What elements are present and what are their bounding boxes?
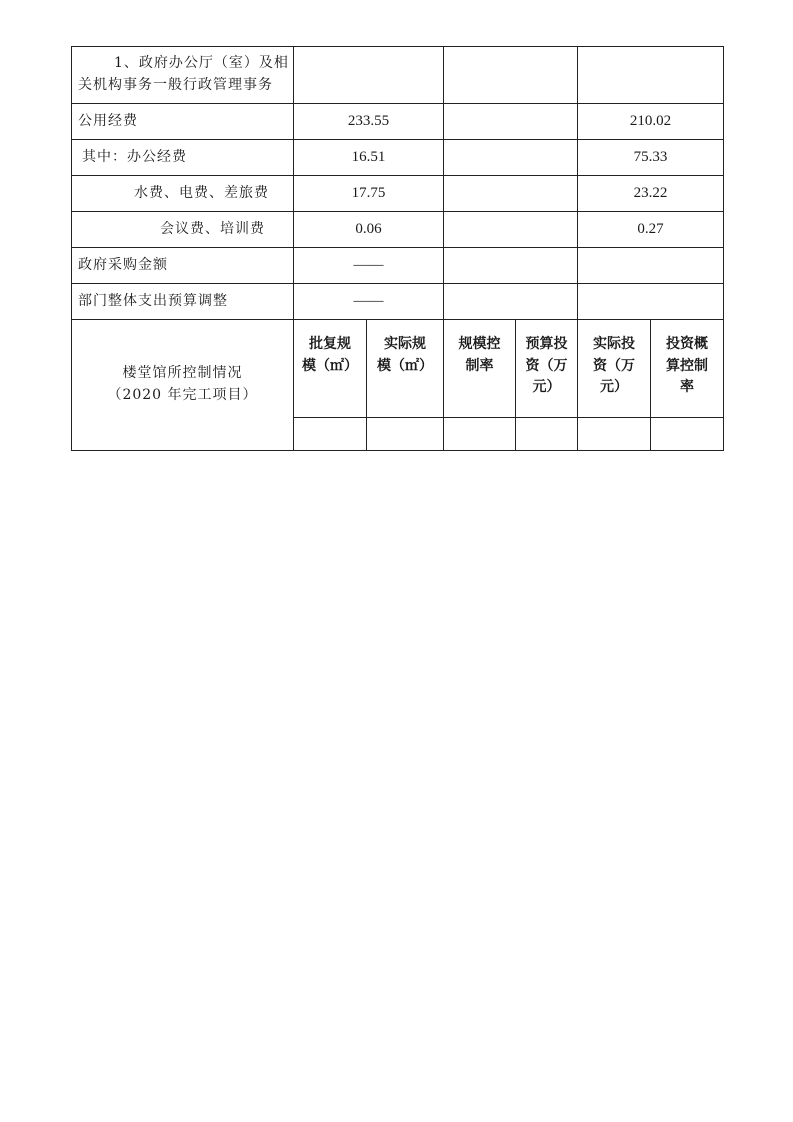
cell-value: 0.06: [294, 212, 444, 248]
cell-value: 210.02: [578, 104, 724, 140]
header-line: 实际规: [384, 336, 426, 352]
header-line: 制率: [465, 357, 494, 374]
header-line: 模（㎡）: [377, 357, 433, 374]
cell-value: [578, 47, 724, 104]
cell-value: [444, 140, 578, 176]
header-line: 率: [680, 379, 694, 396]
cell-value: [651, 418, 724, 451]
cell-value: [294, 47, 444, 104]
cell-value: 75.33: [578, 140, 724, 176]
table-row: [72, 140, 724, 176]
header-budget-investment: [516, 320, 578, 418]
table-row: [72, 212, 724, 248]
row-label: 政府采购金额: [72, 248, 294, 284]
cell-value: 17.75: [294, 176, 444, 212]
cell-value: [578, 418, 651, 451]
cell-value: [444, 418, 516, 451]
cell-value: [444, 47, 578, 104]
cell-value: 0.27: [578, 212, 724, 248]
building-control-label: [72, 320, 294, 451]
budget-table: [71, 46, 724, 451]
cell-value: 23.22: [578, 176, 724, 212]
header-line: 投资概: [666, 336, 708, 352]
header-line: 元）: [532, 379, 561, 396]
row-label: 会议费、培训费: [72, 212, 294, 248]
table-row: [72, 320, 724, 418]
cell-value: [444, 104, 578, 140]
header-line: 算控制: [666, 357, 708, 374]
row-label: 水费、电费、差旅费: [72, 176, 294, 212]
cell-value: [444, 176, 578, 212]
cell-value: [516, 418, 578, 451]
header-actual-investment: [578, 320, 651, 418]
cell-value: [294, 418, 367, 451]
cell-value: [578, 248, 724, 284]
header-actual-scale: [367, 320, 444, 418]
row-label-line1: 1、政府办公厅（室）及相: [114, 55, 289, 72]
header-line: 元）: [600, 379, 628, 396]
cell-value: 16.51: [294, 140, 444, 176]
table-row: [72, 104, 724, 140]
cell-value: 233.55: [294, 104, 444, 140]
building-control-subtitle: （2020 年完工项目）: [107, 387, 258, 403]
cell-value: ——: [294, 248, 444, 284]
cell-value: [367, 418, 444, 451]
header-line: 模（㎡）: [302, 357, 358, 374]
cell-value: [444, 248, 578, 284]
building-control-title: 楼堂馆所控制情况: [122, 365, 243, 382]
header-scale-control-rate: [444, 320, 516, 418]
cell-value: [444, 212, 578, 248]
row-label-line2: 关机构事务一般行政管理事务: [78, 77, 273, 93]
row-label: 公用经费: [72, 104, 294, 140]
cell-value: ——: [294, 284, 444, 320]
header-investment-control-rate: [651, 320, 724, 418]
header-line: 规模控: [458, 336, 501, 352]
header-line: 实际投: [593, 336, 635, 352]
cell-value: [578, 284, 724, 320]
cell-value: [444, 284, 578, 320]
header-line: 预算投: [525, 336, 568, 352]
table-row: [72, 284, 724, 320]
header-line: 批复规: [309, 336, 351, 352]
row-label: 部门整体支出预算调整: [72, 284, 294, 320]
header-approved-scale: [294, 320, 367, 418]
header-line: 资（万: [593, 357, 635, 374]
table-row: [72, 248, 724, 284]
row-label: 其中：办公经费: [72, 140, 294, 176]
table-row: [72, 176, 724, 212]
table-row: [72, 47, 724, 104]
row-label: [72, 47, 294, 104]
header-line: 资（万: [525, 357, 568, 374]
